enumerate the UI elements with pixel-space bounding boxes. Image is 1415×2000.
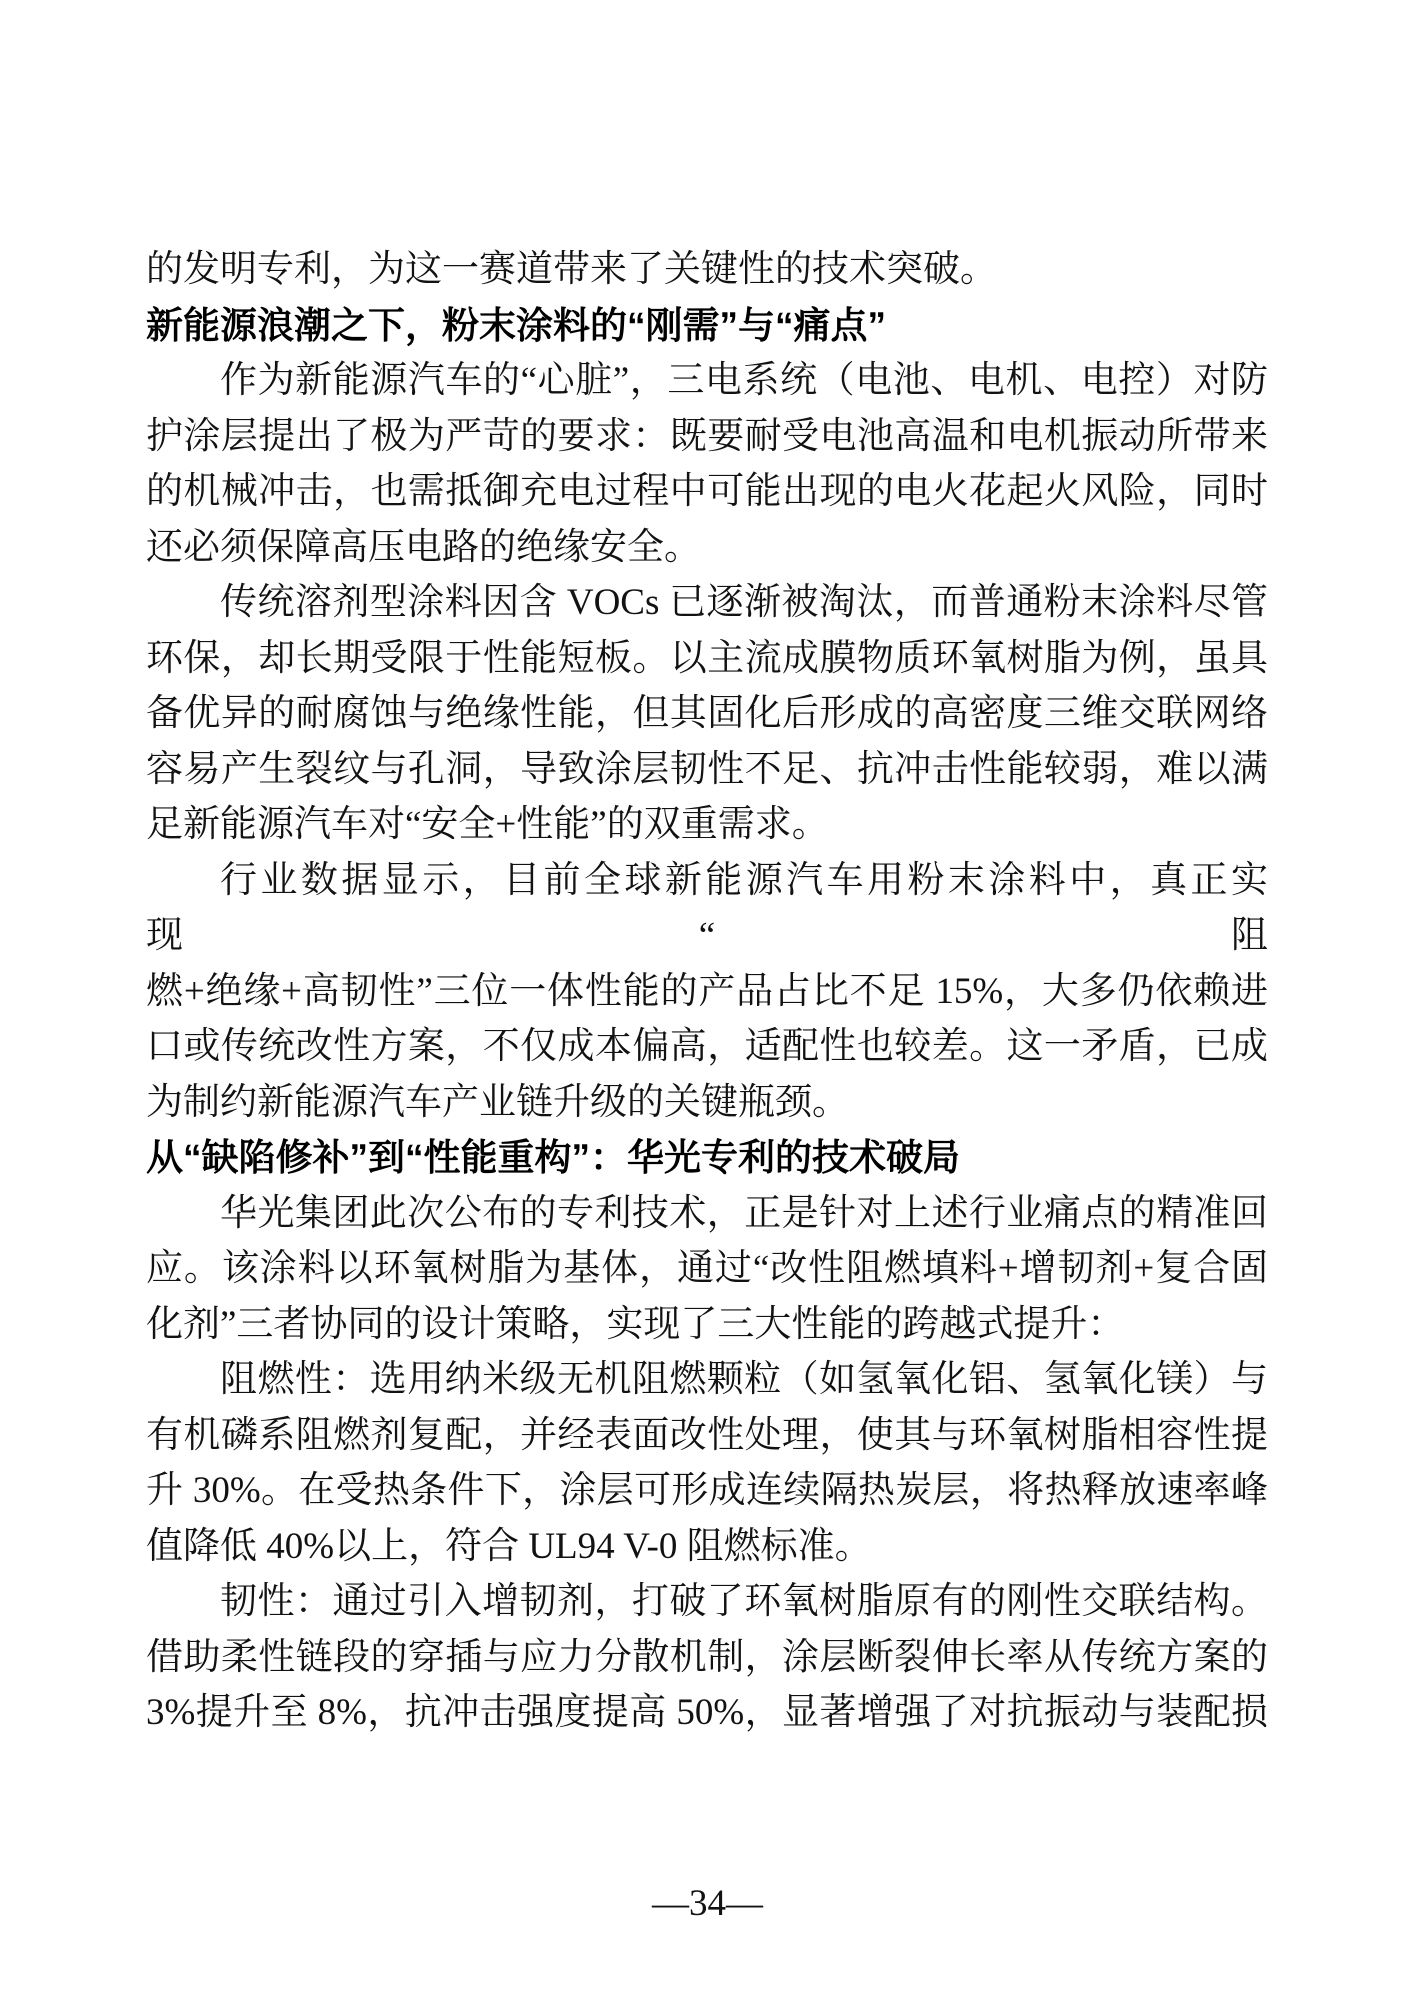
paragraph-line: 有机磷系阻燃剂复配，并经表面改性处理，使其与环氧树脂相容性提 bbox=[146, 1414, 1268, 1456]
paragraph-line: 还必须保障高压电路的绝缘安全。 bbox=[146, 526, 701, 568]
paragraph-line: 值降低 40%以上，符合 UL94 V-0 阻燃标准。 bbox=[146, 1525, 872, 1567]
paragraph-line: 升 30%。在受热条件下，涂层可形成连续隔热炭层，将热释放速率峰 bbox=[146, 1470, 1268, 1511]
section-heading: 从“缺陷修补”到“性能重构”：华光专利的技术破局 bbox=[146, 1137, 960, 1178]
paragraph-line: 化剂”三者协同的设计策略，实现了三大性能的跨越式提升： bbox=[146, 1303, 1125, 1345]
text-block bbox=[146, 242, 1268, 1741]
paragraph-line: 作为新能源汽车的“心脏”，三电系统（电池、电机、电控）对防 bbox=[220, 360, 1268, 401]
paragraph-line: 借助柔性链段的穿插与应力分散机制，涂层断裂伸长率从传统方案的 bbox=[146, 1636, 1268, 1678]
paragraph-line: 备优异的耐腐蚀与绝缘性能，但其固化后形成的高密度三维交联网络 bbox=[146, 693, 1268, 734]
paragraph-line: 华光集团此次公布的专利技术，正是针对上述行业痛点的精准回 bbox=[220, 1192, 1268, 1234]
paragraph-line: 阻燃性：选用纳米级无机阻燃颗粒（如氢氧化铝、氢氧化镁）与 bbox=[220, 1359, 1268, 1400]
paragraph-line: 的发明专利，为这一赛道带来了关键性的技术突破。 bbox=[146, 249, 997, 290]
paragraph-line: 护涂层提出了极为严苛的要求：既要耐受电池高温和电机振动所带来 bbox=[146, 415, 1268, 457]
paragraph-line: 行业数据显示，目前全球新能源汽车用粉末涂料中，真正实现“阻 bbox=[146, 859, 1268, 956]
paragraph-line: 传统溶剂型涂料因含 VOCs 已逐渐被淘汰，而普通粉末涂料尽管 bbox=[220, 582, 1268, 623]
paragraph-line: 3%提升至 8%，抗冲击强度提高 50%，显著增强了对抗振动与装配损 bbox=[146, 1692, 1268, 1733]
paragraph-line: 为制约新能源汽车产业链升级的关键瓶颈。 bbox=[146, 1081, 849, 1123]
paragraph-line: 口或传统改性方案，不仅成本偏高，适配性也较差。这一矛盾，已成 bbox=[146, 1026, 1268, 1067]
page-number: —34— bbox=[652, 1883, 763, 1924]
paragraph-line: 韧性：通过引入增韧剂，打破了环氧树脂原有的刚性交联结构。 bbox=[220, 1581, 1268, 1622]
paragraph-line: 应。该涂料以环氧树脂为基体，通过“改性阻燃填料+增韧剂+复合固 bbox=[146, 1248, 1268, 1289]
paragraph-line: 足新能源汽车对“安全+性能”的双重需求。 bbox=[146, 804, 829, 845]
paragraph-line: 燃+绝缘+高韧性”三位一体性能的产品占比不足 15%，大多仍依赖进 bbox=[146, 970, 1268, 1012]
paragraph-line: 容易产生裂纹与孔洞，导致涂层韧性不足、抗冲击性能较弱，难以满 bbox=[146, 748, 1268, 790]
section-heading: 新能源浪潮之下，粉末涂料的“刚需”与“痛点” bbox=[146, 304, 886, 346]
paragraph-line: 的机械冲击，也需抵御充电过程中可能出现的电火花起火风险，同时 bbox=[146, 471, 1268, 512]
paragraph-line: 环保，却长期受限于性能短板。以主流成膜物质环氧树脂为例，虽具 bbox=[146, 637, 1268, 679]
